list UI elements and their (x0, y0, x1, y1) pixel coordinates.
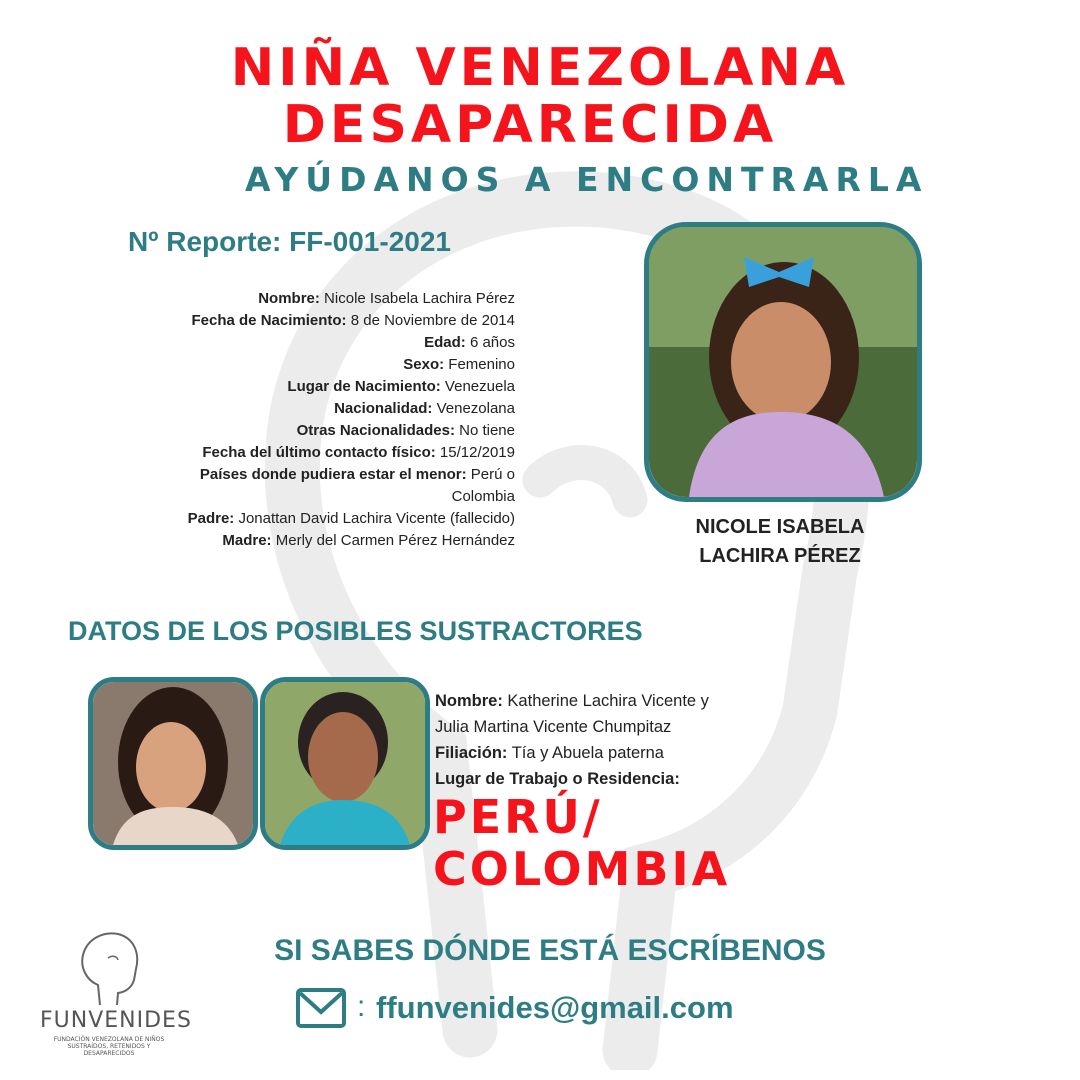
title-line-1: NIÑA VENEZOLANA (230, 38, 850, 98)
detail-value: Merly del Carmen Pérez Hernández (271, 532, 515, 549)
detail-row (100, 398, 515, 420)
residence-country-2: COLOMBIA (433, 842, 731, 896)
contact-email-link[interactable]: ffunvenides@gmail.com (376, 990, 734, 1025)
detail-value: Jonattan David Lachira Vicente (fallecido) (234, 510, 515, 527)
detail-label: Fecha del último contacto físico: (202, 444, 436, 461)
detail-value: 15/12/2019 (435, 444, 515, 461)
logo-subtitle-line-2: SUSTRAÍDOS, RETENIDOS Y DESAPARECIDOS (67, 1043, 151, 1057)
subtitle: AYÚDANOS A ENCONTRARLA (245, 160, 929, 199)
detail-row (100, 442, 515, 464)
detail-row (100, 464, 515, 486)
filiation-label: Filiación: (435, 744, 508, 762)
child-name-caption (640, 513, 920, 571)
detail-row (100, 354, 515, 376)
detail-value: No tiene (454, 422, 515, 439)
detail-value: Venezolana (432, 400, 515, 417)
detail-label: Otras Nacionalidades: (296, 422, 455, 439)
report-number: Nº Reporte: FF-001-2021 (128, 226, 451, 257)
detail-value: Venezuela (440, 378, 515, 395)
detail-label: Sexo: (403, 356, 445, 373)
mail-icon (296, 988, 346, 1028)
detail-row (100, 486, 515, 508)
detail-row (100, 508, 515, 530)
suspect-name-value-1: Katherine Lachira Vicente y (502, 692, 709, 710)
detail-label: Padre: (187, 510, 235, 527)
detail-row (100, 530, 515, 552)
residence-label: Lugar de Trabajo o Residencia: (435, 770, 680, 788)
caption-line-1: NICOLE ISABELA (695, 516, 865, 538)
detail-label: Países donde pudiera estar el menor: (199, 466, 467, 483)
contact-cta: SI SABES DÓNDE ESTÁ ESCRÍBENOS (274, 934, 826, 967)
detail-label: Lugar de Nacimiento: (287, 378, 441, 395)
detail-row (100, 310, 515, 332)
residence-country-1: PERÚ/ (433, 790, 603, 844)
email-colon: : (357, 990, 366, 1023)
detail-row (100, 420, 515, 442)
detail-value: Colombia (451, 488, 515, 505)
detail-value: Perú o (466, 466, 515, 483)
title-line-2: DESAPARECIDA (282, 95, 778, 155)
detail-label: Madre: (222, 532, 272, 549)
detail-label: Nombre: (258, 290, 320, 307)
caption-line-2: LACHIRA PÉREZ (699, 545, 861, 567)
filiation-value: Tía y Abuela paterna (507, 744, 664, 762)
detail-label: Edad: (424, 334, 466, 351)
suspect-details (435, 688, 709, 792)
detail-value: Femenino (444, 356, 515, 373)
detail-row (100, 376, 515, 398)
detail-value: 6 años (465, 334, 515, 351)
suspect-name-label: Nombre: (435, 692, 503, 710)
suspects-section-title: DATOS DE LOS POSIBLES SUSTRACTORES (68, 616, 643, 646)
suspect-photo-1 (88, 677, 258, 850)
detail-label: Fecha de Nacimiento: (191, 312, 347, 329)
logo-name: FUNVENIDES (40, 1008, 192, 1033)
detail-label: Nacionalidad: (334, 400, 433, 417)
detail-row (100, 332, 515, 354)
suspect-name-value-2: Julia Martina Vicente Chumpitaz (435, 718, 672, 736)
child-details (100, 288, 515, 552)
logo-subtitle (42, 1036, 176, 1057)
detail-row (100, 288, 515, 310)
detail-value: 8 de Noviembre de 2014 (346, 312, 515, 329)
suspect-photo-2 (260, 677, 430, 850)
child-photo (644, 222, 922, 502)
logo-subtitle-line-1: FUNDACIÓN VENEZOLANA DE NIÑOS (53, 1036, 165, 1043)
detail-value: Nicole Isabela Lachira Pérez (319, 290, 515, 307)
